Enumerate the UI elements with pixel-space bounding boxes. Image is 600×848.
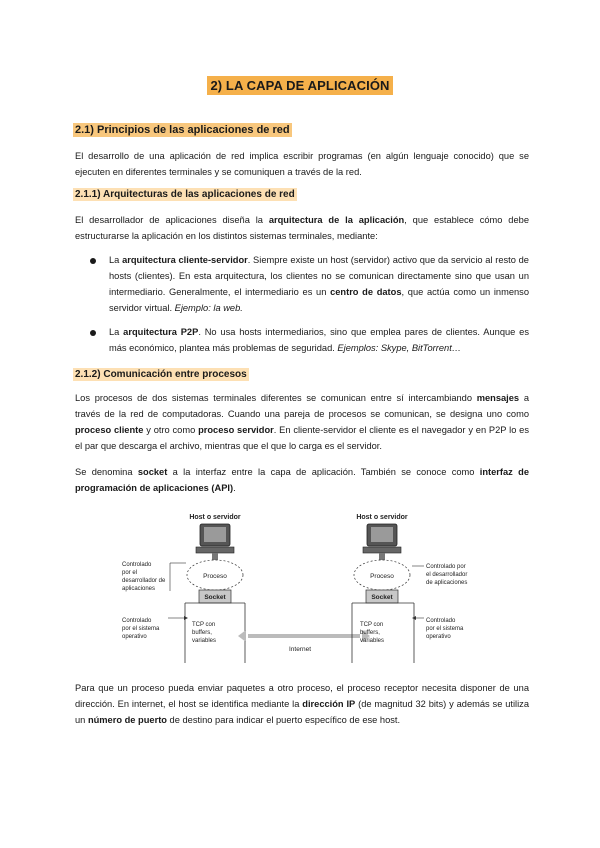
right-host-label: Host o servidor — [356, 514, 408, 521]
left-host-label: Host o servidor — [189, 514, 241, 521]
socket-diagram — [120, 508, 490, 668]
bullet-p2p — [109, 324, 529, 356]
text-run: de destino para indicar el puerto específico de ese host. — [166, 715, 401, 725]
right-computer-icon — [363, 524, 401, 561]
bold-run: mensajes — [476, 393, 520, 403]
text-run: . No usa hosts intermediarios, sino que emplea pares de clientes. Aunque es más económico, plantea más problemas de seguridad. — [109, 327, 529, 353]
left-ctrl-dev-3: desarrollador de — [122, 578, 166, 584]
left-computer-icon — [196, 524, 234, 561]
right-ctrl-dev-2: el desarrollador — [426, 572, 468, 578]
left-ctrl-os-3: operativo — [122, 634, 147, 640]
internet-label: Internet — [288, 646, 312, 653]
bold-run: dirección IP — [302, 699, 356, 709]
right-ctrl-os-1: Controlado — [426, 618, 456, 624]
section-heading: 2.1) Principios de las aplicaciones de red — [75, 124, 290, 136]
bold-run: interfaz de programación de aplicaciones (API) — [75, 467, 529, 493]
page-title: 2) LA CAPA DE APLICACIÓN — [207, 76, 392, 95]
left-os-arrowhead — [184, 616, 188, 620]
bold-run: proceso cliente — [75, 425, 144, 435]
text-run: , que actúa como un inmenso servidor virtual. — [109, 287, 529, 313]
right-tcp-label-1: TCP con — [360, 622, 384, 628]
left-tcp-label-3: variables — [192, 638, 217, 644]
bold-run: arquitectura P2P — [123, 327, 199, 337]
intro-paragraph: El desarrollo de una aplicación de red implica escribir programas (en algún lenguaje conocido) que se ejecuten en diferentes terminales y se comuniquen a través de la red. — [75, 151, 529, 177]
text-run: a través de la red de computadoras. Cuando una pareja de procesos se comunican, se designa uno como — [75, 393, 529, 419]
text-run: . — [233, 483, 236, 493]
bullet-client-server — [109, 252, 529, 316]
bold-run: arquitectura de la aplicación — [268, 215, 405, 225]
process-paragraph — [75, 390, 529, 454]
text-run: Los procesos de dos sistemas terminales diferentes se comunican entre sí intercambiando — [75, 393, 477, 403]
final-paragraph — [75, 680, 529, 728]
text-run: Se denomina — [75, 467, 138, 477]
bold-run: arquitectura cliente-servidor — [122, 255, 248, 265]
bold-run: proceso servidor — [198, 425, 274, 435]
text-run: y otro como — [143, 425, 199, 435]
left-socket-label: Socket — [204, 594, 226, 601]
left-ctrl-dev-1: Controlado — [122, 562, 152, 568]
left-ctrl-os-1: Controlado — [122, 618, 152, 624]
subsection-heading-communication: 2.1.2) Comunicación entre procesos — [75, 369, 247, 380]
left-ctrl-dev-2: por el — [122, 570, 138, 576]
architecture-paragraph — [75, 212, 529, 244]
right-tcp-label-2: buffers, — [360, 630, 380, 636]
socket-paragraph — [75, 464, 529, 496]
left-ctrl-os-2: por el sistema — [122, 626, 160, 632]
right-tcp-label-3: variables — [360, 638, 385, 644]
left-process-label: Proceso — [203, 573, 227, 580]
right-ctrl-os-2: por el sistema — [426, 626, 464, 632]
text-run: , que establece cómo debe estructurarse la aplicación en los distintos sistemas terminales, mediante: — [75, 215, 529, 241]
left-ctrl-dev-4: aplicaciones — [122, 586, 156, 592]
text-run: Para que un proceso pueda enviar paquetes a otro proceso, el proceso receptor necesita disponer de una dirección. En internet, el host se identifica mediante la — [75, 683, 529, 709]
italic-run: Ejemplos: Skype, BitTorrent… — [337, 343, 462, 353]
right-process-label: Proceso — [370, 573, 394, 580]
bullet-dot — [90, 330, 96, 336]
right-ctrl-dev-1: Controlado por — [426, 564, 466, 570]
left-tcp-label-2: buffers, — [192, 630, 212, 636]
text-run: El desarrollador de aplicaciones diseña la — [75, 215, 269, 225]
text-run: . Siempre existe un host (servidor) activo que da servicio al resto de hosts (clientes). En esta arquitectura, los clientes no se comunican directamente sino que usan un intermediario. Generalmente, el intermediario es un — [109, 255, 529, 297]
text-run: (de magnitud 32 bits) y además se utiliza un — [75, 699, 529, 725]
text-run: . En cliente-servidor el cliente es el navegador y en P2P lo es el par que descarga el archivo, mientras que el que lo carga es el servidor. — [75, 425, 530, 451]
right-ctrl-os-3: operativo — [426, 634, 451, 640]
subsection-heading-architectures: 2.1.1) Arquitecturas de las aplicaciones de red — [75, 189, 295, 200]
right-ctrl-dev-3: de aplicaciones — [426, 580, 468, 586]
internet-arrowhead-left — [238, 630, 246, 642]
text-run: La — [109, 255, 123, 265]
right-socket-label: Socket — [371, 594, 393, 601]
text-run: La — [109, 327, 124, 337]
left-tcp-label-1: TCP con — [192, 622, 216, 628]
bold-run: centro de datos — [330, 287, 402, 297]
title-wrapper — [0, 76, 600, 95]
bold-run: número de puerto — [87, 715, 167, 725]
italic-run: Ejemplo: la web. — [174, 303, 243, 313]
text-run: a la interfaz entre la capa de aplicación. También se conoce como — [167, 467, 480, 477]
bullet-dot — [90, 258, 96, 264]
bold-run: socket — [137, 467, 168, 477]
